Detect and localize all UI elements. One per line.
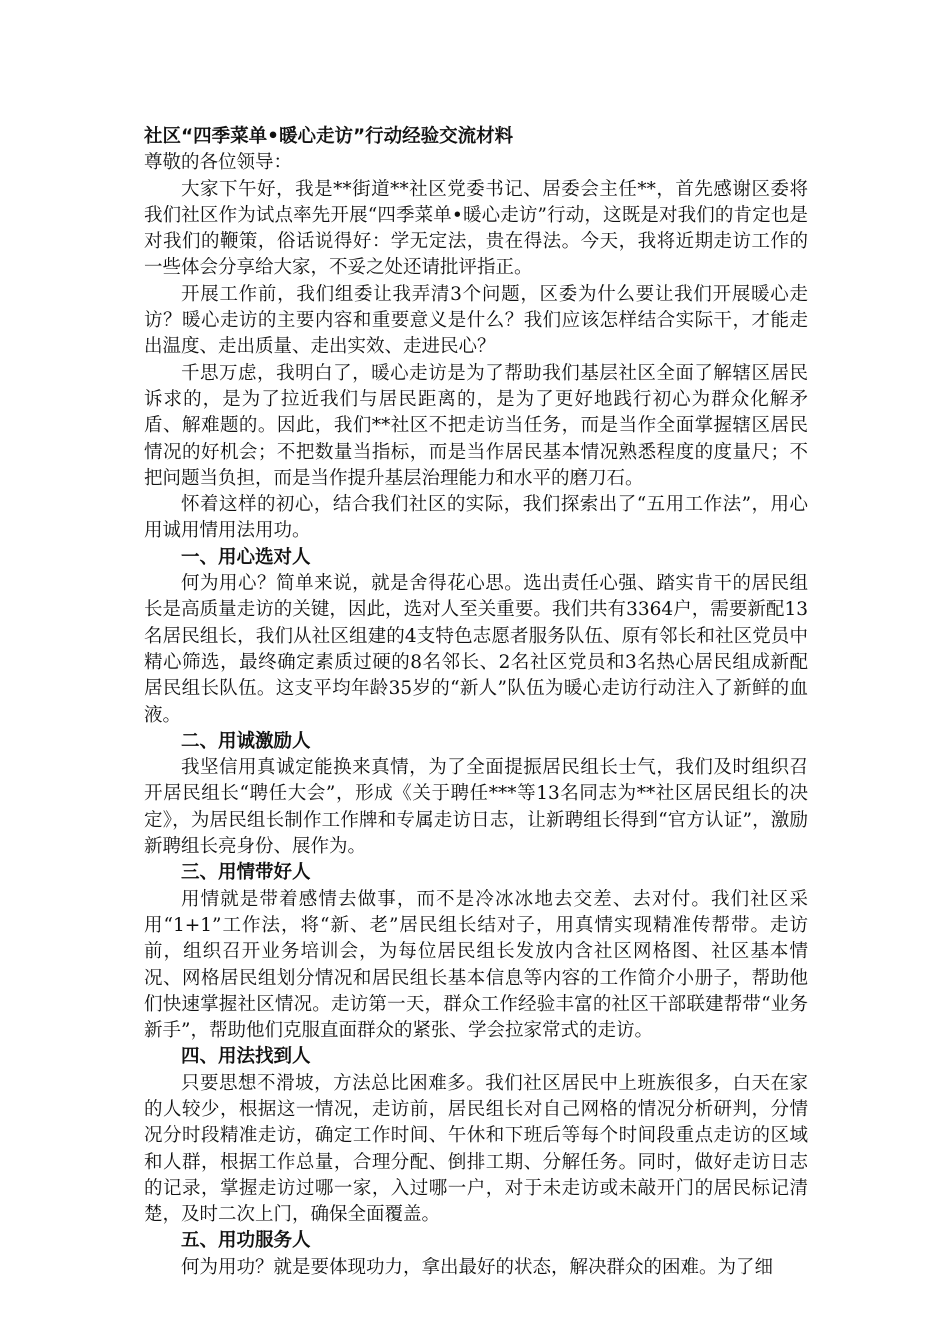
section-body-3: 用情就是带着感情去做事，而不是冷冰冰地去交差、去对付。我们社区采用“1+1”工作法，将“新、老”居民组长结对子，用真情实现精准传帮带。走访前，组织召开业务培训会，为每位居民组长发放内含社区网格图、社区基本情况、网格居民组划分情况和居民组长基本信息等内容的工作简介小册子，帮助他们快速掌握社区情况。走访第一天，群众工作经验丰富的社区干部联建帮带“业务新手”，帮助他们克服直面群众的紧张、学会拉家常式的走访。 bbox=[144, 888, 808, 1042]
document-page bbox=[144, 124, 808, 1281]
intro-paragraph-3: 千思万虑，我明白了，暖心走访是为了帮助我们基层社区全面了解辖区居民诉求的，是为了拉近我们与居民距离的，是为了更好地践行初心为群众化解矛盾、解难题的。因此，我们**社区不把走访当任务，而是当作全面掌握辖区居民情况的好机会；不把数量当指标，而是当作居民基本情况熟悉程度的度量尺；不把问题当负担，而是当作提升基层治理能力和水平的磨刀石。 bbox=[144, 362, 808, 489]
section-heading-5: 五、用功服务人 bbox=[181, 1230, 311, 1252]
intro-paragraph-2: 开展工作前，我们组委让我弄清3个问题，区委为什么要让我们开展暖心走访？暖心走访的主要内容和重要意义是什么？我们应该怎样结合实际干，才能走出温度、走出质量、走出实效、走进民心？ bbox=[144, 283, 808, 358]
section-body-2: 我坚信用真诚定能换来真情，为了全面提振居民组长士气，我们及时组织召开居民组长“聘任大会”，形成《关于聘任***等13名同志为**社区居民组长的决定》，为居民组长制作工作牌和专属走访日志，让新聘组长得到“官方认证”，激励新聘组长亮身份、展作为。 bbox=[144, 757, 808, 858]
section-body-5: 何为用功？就是要体现功力，拿出最好的状态，解决群众的困难。为了细 bbox=[181, 1256, 774, 1278]
intro-paragraph-4: 怀着这样的初心，结合我们社区的实际，我们探索出了“五用工作法”，用心用诚用情用法用功。 bbox=[144, 494, 808, 542]
section-heading-2: 二、用诚激励人 bbox=[181, 730, 311, 752]
section-heading-1: 一、用心选对人 bbox=[181, 546, 311, 568]
section-heading-4: 四、用法找到人 bbox=[181, 1046, 311, 1068]
intro-paragraph-1: 大家下午好，我是**街道**社区党委书记、居委会主任**，首先感谢区委将我们社区作为试点率先开展“四季菜单•暖心走访”行动，这既是对我们的肯定也是对我们的鞭策，俗话说得好：学无定法，贵在得法。今天，我将近期走访工作的一些体会分享给大家，不妥之处还请批评指正。 bbox=[144, 178, 808, 279]
section-body-1: 何为用心？简单来说，就是舍得花心思。选出责任心强、踏实肯干的居民组长是高质量走访的关键，因此，选对人至关重要。我们共有3364户，需要新配13名居民组长，我们从社区组建的4支特色志愿者服务队伍、原有邻长和社区党员中精心筛选，最终确定素质过硬的8名邻长、2名社区党员和3名热心居民组成新配居民组长队伍。这支平均年龄35岁的“新人”队伍为暖心走访行动注入了新鲜的血液。 bbox=[144, 573, 808, 726]
salutation: 尊敬的各位领导： bbox=[144, 152, 293, 174]
section-heading-3: 三、用情带好人 bbox=[181, 862, 311, 884]
document-title: 社区“四季菜单•暖心走访”行动经验交流材料 bbox=[144, 126, 514, 147]
section-body-4: 只要思想不滑坡，方法总比困难多。我们社区居民中上班族很多，白天在家的人较少，根据这一情况，走访前，居民组长对自己网格的情况分析研判，分情况分时段精准走访，确定工作时间、午休和下班后等每个时间段重点走访的区域和人群，根据工作总量，合理分配、倒排工期、分解任务。同时，做好走访日志的记录，掌握走访过哪一家，入过哪一户，对于未走访或未敲开门的居民标记清楚，及时二次上门，确保全面覆盖。 bbox=[144, 1072, 808, 1226]
